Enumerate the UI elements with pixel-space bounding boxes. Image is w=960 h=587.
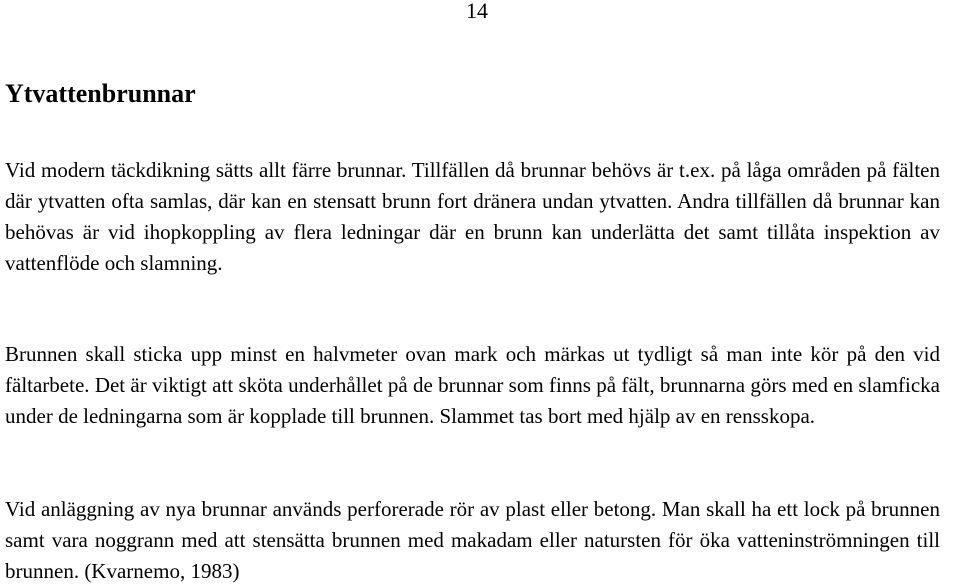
page-number: 14	[466, 0, 488, 23]
section-heading: Ytvattenbrunnar	[5, 79, 196, 108]
paragraph-construction: Vid anläggning av nya brunnar används perforerade rör av plast eller betong. Man skall ha ett lock på brunnen samt vara noggrann med att stensätta brunnen med makadam eller natursten för öka vatteninströmningen till brunnen. (Kvarnemo, 1983)	[5, 497, 940, 583]
paragraph-maintenance: Brunnen skall sticka upp minst en halvmeter ovan mark och märkas ut tydligt så man inte kör på den vid fältarbete. Det är viktigt att sköta underhållet på de brunnar som finns på fält, brunnarna görs med en slamficka under de ledningarna som är kopplade till brunnen. Slammet tas bort med hjälp av en rensskopa.	[5, 342, 940, 428]
paragraph-intro: Vid modern täckdikning sätts allt färre brunnar. Tillfällen då brunnar behövs är t.ex. på låga områden på fälten där ytvatten ofta samlas, där kan en stensatt brunn fort dränera undan ytvatten. Andra tillfällen då brunnar kan behövas är vid ihopkoppling av flera ledningar där en brunn kan underlätta det samt tillåta inspektion av vattenflöde och slamning.	[5, 158, 940, 275]
